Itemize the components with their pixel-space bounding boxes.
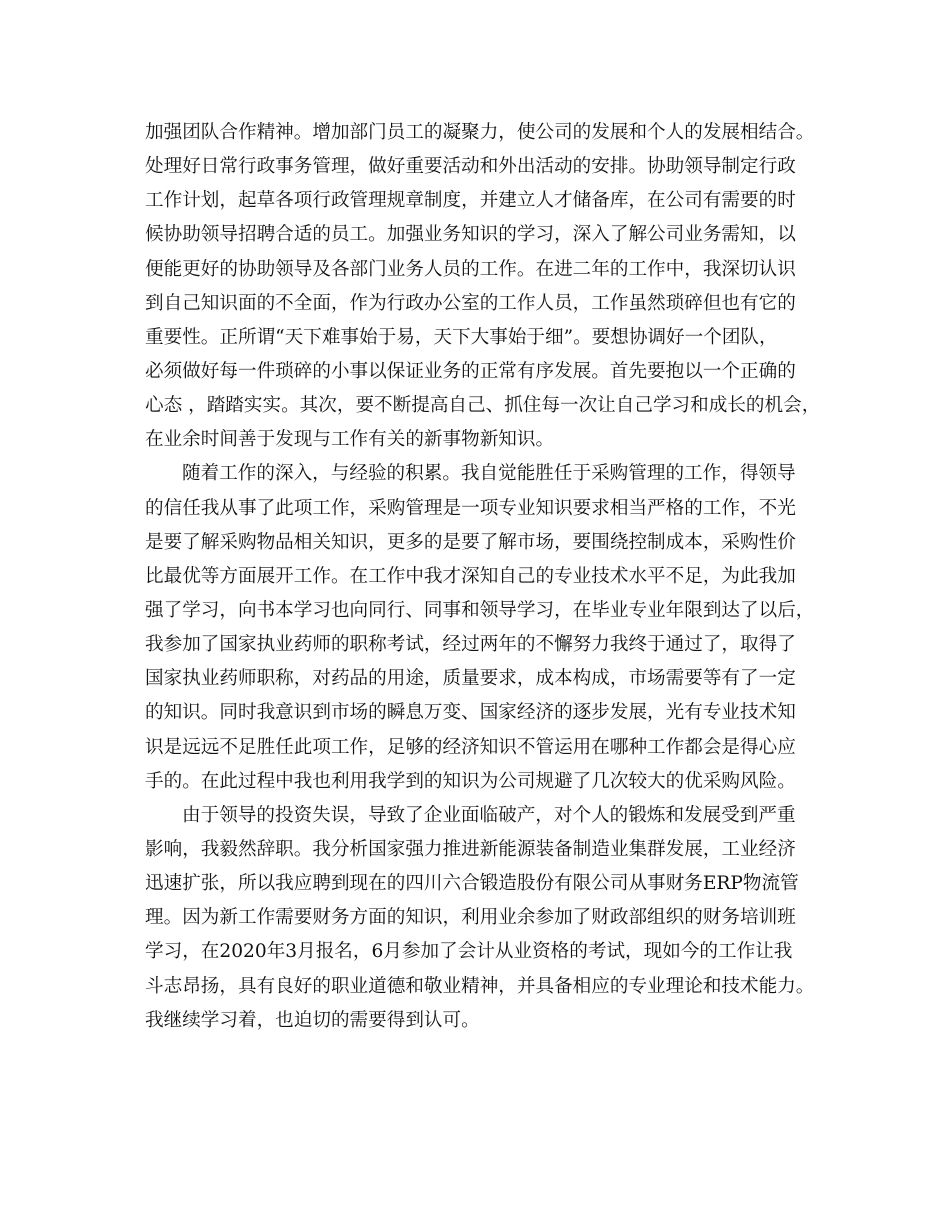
text-line-15: 强了学习，向书本学习也向同行、同事和领导学习，在毕业专业年限到达了以后， [145,599,815,621]
text-line-9: 心态 ，踏踏实实。其次，要不断提高自己、抓住每一次让自己学习和成长的机会， [145,395,821,417]
text-line-23: 迅速扩张，所以我应聘到现在的四川六合锻造股份有限公司从事财务ERP物流管 [145,873,799,895]
text-line-1: 加强团队合作精神。增加部门员工的凝聚力，使公司的发展和个人的发展相结合。 [145,122,815,143]
text-line-17: 国家执业药师职称，对药品的用途，质量要求，成本构成，市场需要等有了一定 [145,668,796,690]
text-line-21: 由于领导的投资失误，导致了企业面临破产，对个人的锻炼和发展受到严重 [182,804,796,826]
text-line-2: 处理好日常行政事务管理，做好重要活动和外出活动的安排。协助领导制定行政 [145,156,796,178]
text-line-13: 是要了解采购物品相关知识，更多的是要了解市场，要围绕控制成本，采购性价 [145,531,796,553]
text-line-7: 重要性。正所谓“天下难事始于易，天下大事始于细”。要想协调好一个团队， [145,326,778,348]
text-line-4: 候协助领导招聘合适的员工。加强业务知识的学习，深入了解公司业务需知，以 [145,224,796,246]
text-line-19: 识是远远不足胜任此项工作，足够的经济知识不管运用在哪种工作都会是得心应 [145,736,796,758]
text-line-6: 到自己知识面的不全面，作为行政办公室的工作人员，工作虽然琐碎但也有它的 [145,292,796,314]
text-line-22: 影响，我毅然辞职。我分析国家强力推进新能源装备制造业集群发展，工业经济 [145,838,796,860]
text-line-10: 在业余时间善于发现与工作有关的新事物新知识。 [145,429,555,451]
text-line-18: 的知识。同时我意识到市场的瞬息万变、国家经济的逐步发展，光有专业技术知 [145,702,796,724]
text-line-5: 便能更好的协助领导及各部门业务人员的工作。在进二年的工作中，我深切认识 [145,258,796,280]
text-line-12: 的信任我从事了此项工作，采购管理是一项专业知识要求相当严格的工作，不光 [145,497,796,519]
text-line-27: 我继续学习着，也迫切的需要得到认可。 [145,1009,480,1031]
text-line-8: 必须做好每一件琐碎的小事以保证业务的正常有序发展。首先要抱以一个正确的 [145,360,796,382]
text-line-3: 工作计划，起草各项行政管理规章制度，并建立人才储备库，在公司有需要的时 [145,190,796,212]
text-line-25: 学习，在2020年3月报名，6月参加了会计从业资格的考试，现如今的工作让我 [145,941,793,963]
text-line-14: 比最优等方面展开工作。在工作中我才深知自己的专业技术水平不足，为此我加 [145,565,796,587]
text-line-24: 理。因为新工作需要财务方面的知识，利用业余参加了财政部组织的财务培训班 [145,907,796,929]
document-body [145,116,825,1038]
text-line-16: 我参加了国家执业药师的职称考试，经过两年的不懈努力我终于通过了，取得了 [145,634,796,656]
text-line-26: 斗志昂扬，具有良好的职业道德和敬业精神，并具备相应的专业理论和技术能力。 [145,975,815,997]
text-line-20: 手的。在此过程中我也利用我学到的知识为公司规避了几次较大的优采购风险。 [145,770,796,792]
text-line-11: 随着工作的深入，与经验的积累。我自觉能胜任于采购管理的工作，得领导 [182,463,796,485]
